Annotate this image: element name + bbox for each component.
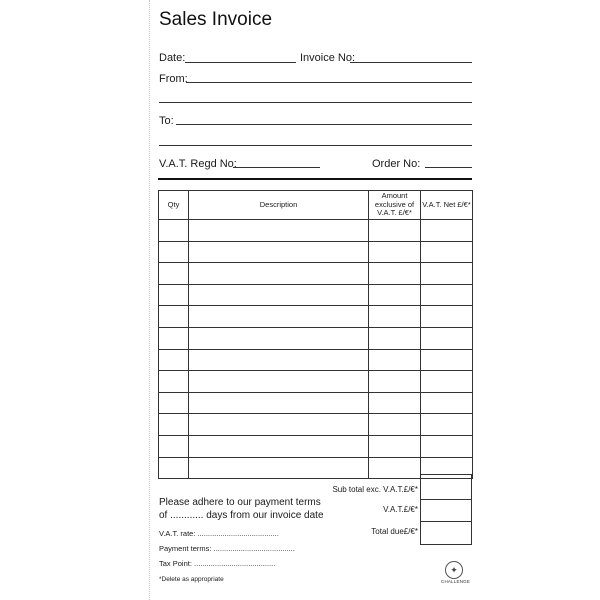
- description-cell[interactable]: [189, 263, 369, 285]
- delete-note: *Delete as appropriate: [159, 576, 224, 583]
- description-cell[interactable]: [189, 241, 369, 263]
- amount-cell[interactable]: [369, 414, 421, 436]
- table-row: [159, 327, 473, 349]
- tax-point-field[interactable]: .......................................: [194, 559, 276, 568]
- tax-point-row: [159, 559, 275, 568]
- vat-net-cell[interactable]: [421, 349, 473, 371]
- subtotal-label: Sub total exc. V.A.T.£/€*: [332, 485, 418, 494]
- vat-net-cell[interactable]: [421, 263, 473, 285]
- table-row: [159, 435, 473, 457]
- tax-point-label: Tax Point:: [159, 559, 192, 568]
- subtotal-box[interactable]: [420, 474, 472, 500]
- qty-cell[interactable]: [159, 327, 189, 349]
- vat-net-header: V.A.T. Net £/€*: [421, 191, 473, 220]
- description-cell[interactable]: [189, 349, 369, 371]
- items-table: [158, 190, 473, 479]
- qty-cell[interactable]: [159, 220, 189, 242]
- description-cell[interactable]: [189, 371, 369, 393]
- date-label: Date:: [159, 52, 186, 64]
- vat-net-cell[interactable]: [421, 220, 473, 242]
- description-cell[interactable]: [189, 284, 369, 306]
- amount-cell[interactable]: [369, 371, 421, 393]
- amount-cell[interactable]: [369, 392, 421, 414]
- table-row: [159, 392, 473, 414]
- amount-cell[interactable]: [369, 263, 421, 285]
- order-no-field-line[interactable]: [425, 167, 472, 168]
- qty-cell[interactable]: [159, 306, 189, 328]
- description-cell[interactable]: [189, 435, 369, 457]
- qty-cell[interactable]: [159, 349, 189, 371]
- from-field-line-2[interactable]: [159, 102, 472, 103]
- amount-header: Amount exclusive of V.A.T. £/€*: [369, 191, 421, 220]
- qty-cell[interactable]: [159, 371, 189, 393]
- table-row: [159, 220, 473, 242]
- qty-cell[interactable]: [159, 392, 189, 414]
- description-cell[interactable]: [189, 392, 369, 414]
- vat-net-cell[interactable]: [421, 284, 473, 306]
- vat-net-cell[interactable]: [421, 306, 473, 328]
- table-row: [159, 263, 473, 285]
- amount-cell[interactable]: [369, 457, 421, 479]
- qty-cell[interactable]: [159, 284, 189, 306]
- description-header: Description: [189, 191, 369, 220]
- qty-cell[interactable]: [159, 414, 189, 436]
- amount-cell[interactable]: [369, 220, 421, 242]
- to-label: To:: [159, 115, 174, 127]
- qty-header: Qty: [159, 191, 189, 220]
- vat-net-cell[interactable]: [421, 435, 473, 457]
- qty-cell[interactable]: [159, 263, 189, 285]
- to-field-line-2[interactable]: [159, 145, 472, 146]
- total-due-box[interactable]: [420, 521, 472, 545]
- invoice-no-field-line[interactable]: [350, 62, 472, 63]
- amount-cell[interactable]: [369, 349, 421, 371]
- order-no-label: Order No:: [372, 158, 421, 170]
- table-row: [159, 371, 473, 393]
- table-row: [159, 241, 473, 263]
- challenge-logo: [441, 561, 471, 587]
- page-edge: [149, 0, 150, 600]
- logo-text: CHALLENGE: [441, 579, 471, 584]
- vat-net-cell[interactable]: [421, 371, 473, 393]
- amount-cell[interactable]: [369, 327, 421, 349]
- description-cell[interactable]: [189, 414, 369, 436]
- vat-rate-label: V.A.T. rate:: [159, 529, 196, 538]
- qty-cell[interactable]: [159, 435, 189, 457]
- vat-net-cell[interactable]: [421, 414, 473, 436]
- payment-terms-row: [159, 544, 295, 553]
- amount-cell[interactable]: [369, 284, 421, 306]
- payment-terms-label: Payment terms:: [159, 544, 212, 553]
- table-row: [159, 284, 473, 306]
- payment-terms-field[interactable]: .......................................: [213, 544, 295, 553]
- description-cell[interactable]: [189, 457, 369, 479]
- from-label: From:: [159, 73, 188, 85]
- vat-rate-field[interactable]: .......................................: [197, 529, 279, 538]
- vat-net-cell[interactable]: [421, 241, 473, 263]
- runner-icon: ✦: [445, 561, 463, 579]
- vat-net-cell[interactable]: [421, 327, 473, 349]
- vat-total-box[interactable]: [420, 499, 472, 522]
- date-field-line[interactable]: [185, 62, 296, 63]
- description-cell[interactable]: [189, 220, 369, 242]
- amount-cell[interactable]: [369, 241, 421, 263]
- page-title: Sales Invoice: [159, 9, 273, 30]
- invoice-no-label: Invoice No:: [300, 52, 356, 64]
- payment-terms-text-2: of ............ days from our invoice date: [159, 510, 324, 521]
- table-row: [159, 414, 473, 436]
- payment-terms-text-1: Please adhere to our payment terms: [159, 497, 321, 508]
- description-cell[interactable]: [189, 327, 369, 349]
- vat-total-label: V.A.T.£/€*: [383, 505, 418, 514]
- vat-net-cell[interactable]: [421, 392, 473, 414]
- vat-rate-row: [159, 529, 279, 538]
- vat-regd-field-line[interactable]: [233, 167, 320, 168]
- from-field-line-1[interactable]: [186, 82, 472, 83]
- table-row: [159, 306, 473, 328]
- description-cell[interactable]: [189, 306, 369, 328]
- total-due-label: Total due£/€*: [371, 527, 418, 536]
- qty-cell[interactable]: [159, 457, 189, 479]
- to-field-line-1[interactable]: [176, 124, 472, 125]
- qty-cell[interactable]: [159, 241, 189, 263]
- amount-cell[interactable]: [369, 435, 421, 457]
- table-row: [159, 349, 473, 371]
- amount-cell[interactable]: [369, 306, 421, 328]
- vat-regd-label: V.A.T. Regd No:: [159, 158, 237, 170]
- header-divider: [158, 178, 472, 180]
